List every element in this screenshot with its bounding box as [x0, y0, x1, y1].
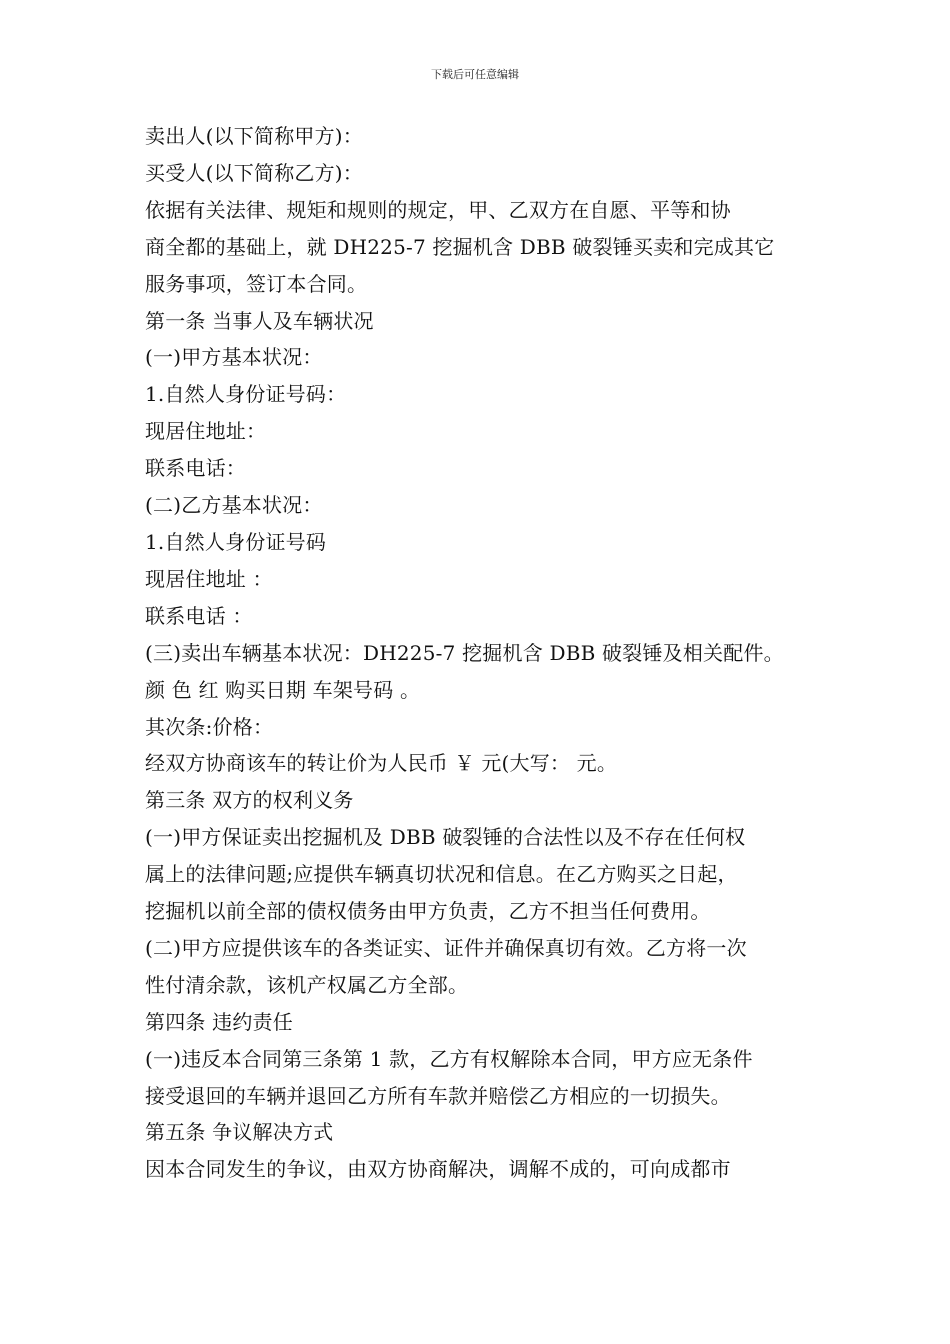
text-line: 属上的法律问题;应提供车辆真切状况和信息。在乙方购买之日起，	[145, 862, 738, 887]
contract-body	[145, 118, 810, 1188]
section-heading: 第三条 双方的权利义务	[145, 788, 354, 813]
text-line: 现居住地址 ：	[145, 566, 273, 591]
text-line: 服务事项，签订本合同。	[145, 271, 368, 296]
text-line: 挖掘机以前全部的债权债务由甲方负责，乙方不担当任何费用。	[145, 899, 711, 924]
text-line: 颜 色 红 购买日期 车架号码 。	[145, 677, 421, 702]
text-line: 接受退回的车辆并退回乙方所有车款并赔偿乙方相应的一切损失。	[145, 1083, 731, 1108]
page-header: 下载后可任意编辑	[431, 68, 519, 81]
text-line: 性付清余款，该机产权属乙方全部。	[145, 972, 469, 997]
text-line: (二)甲方应提供该车的各类证实、证件并确保真切有效。乙方将一次	[145, 935, 747, 960]
text-line: (一)甲方保证卖出挖掘机及 DBB 破裂锤的合法性以及不存在任何权	[145, 825, 746, 850]
text-line: 因本合同发生的争议，由双方协商解决，调解不成的，可向成都市	[145, 1157, 731, 1182]
text-line: (一)甲方基本状况：	[145, 345, 323, 370]
text-line: (二)乙方基本状况：	[145, 493, 323, 518]
text-line: 依据有关法律、规矩和规则的规定，甲、乙双方在自愿、平等和协	[145, 197, 731, 222]
text-line: 联系电话 ：	[145, 603, 253, 628]
text-line: (三)卖出车辆基本状况：DH225-7 挖掘机含 DBB 破裂锤及相关配件。	[145, 640, 784, 665]
text-line: (一)违反本合同第三条第 1 款，乙方有权解除本合同，甲方应无条件	[145, 1046, 753, 1071]
text-line: 1.自然人身份证号码	[145, 529, 327, 554]
section-heading: 其次条:价格：	[145, 714, 274, 739]
text-line: 1.自然人身份证号码：	[145, 382, 347, 407]
text-line: 卖出人(以下简称甲方)：	[145, 124, 364, 148]
text-line: 现居住地址：	[145, 419, 267, 444]
section-heading: 第四条 违约责任	[145, 1009, 293, 1034]
section-heading: 第一条 当事人及车辆状况	[145, 308, 374, 333]
text-line: 买受人(以下简称乙方)：	[145, 160, 364, 185]
section-heading: 第五条 争议解决方式	[145, 1120, 334, 1145]
text-line: 经双方协商该车的转让价为人民币 ￥ 元(大写： 元。	[145, 751, 618, 776]
text-line: 商全都的基础上，就 DH225-7 挖掘机含 DBB 破裂锤买卖和完成其它	[145, 234, 775, 259]
text-line: 联系电话：	[145, 456, 246, 481]
